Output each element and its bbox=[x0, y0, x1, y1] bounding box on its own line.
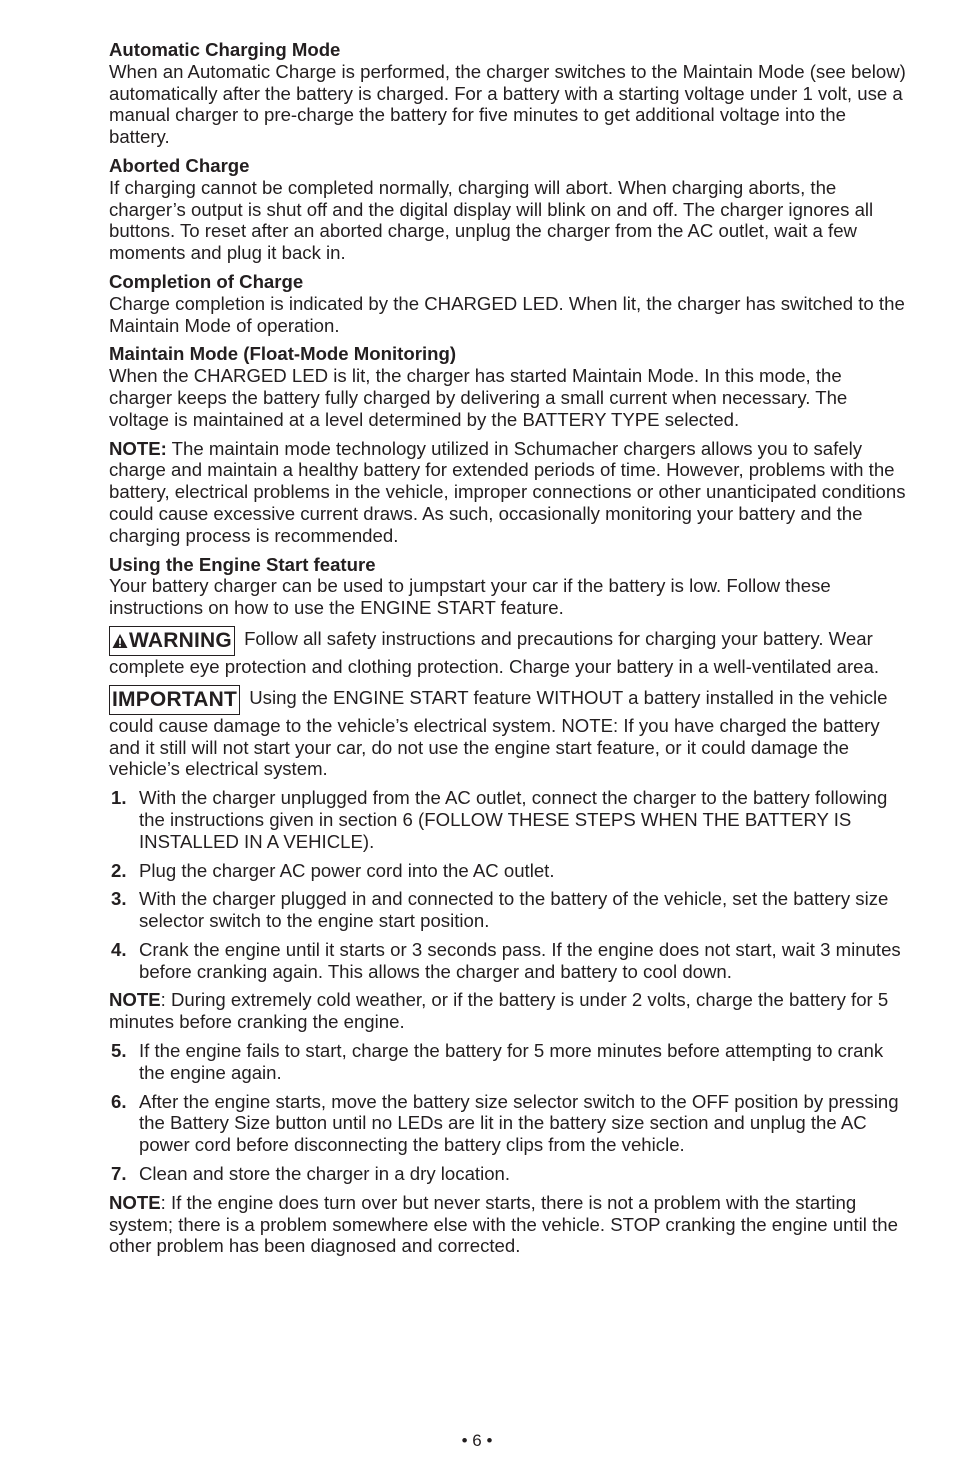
page-number: • 6 • bbox=[461, 1431, 493, 1450]
note-body: : During extremely cold weather, or if the battery is under 2 volts, charge the battery for 5 minutes before cranking the engine. bbox=[109, 989, 889, 1033]
warning-body: Follow all safety instructions and precautions for charging your battery. Wear complete eye protection and clothing protection. Charge your battery in a well-ventilated area. bbox=[109, 627, 880, 677]
section-heading: Aborted Charge bbox=[109, 154, 250, 176]
section-engine-start bbox=[109, 554, 909, 619]
section-body: When an Automatic Charge is performed, the charger switches to the Maintain Mode (see below) automatically after the battery is charged. For a battery with a starting voltage under 1 volt, use a manual charger to pre-charge the battery for five minutes to get additional voltage into the battery. bbox=[109, 60, 906, 148]
note-body: : If the engine does turn over but never starts, there is not a problem with the starting system; there is a problem somewhere else with the vehicle. STOP cranking the engine until the other problem has been diagnosed and corrected. bbox=[109, 1191, 898, 1257]
note-maintain bbox=[109, 438, 909, 547]
section-body: Your battery charger can be used to jumpstart your car if the battery is low. Follow these instructions on how to use the ENGINE START feature. bbox=[109, 575, 831, 619]
step-number: 7. bbox=[111, 1163, 127, 1185]
important-badge: IMPORTANT bbox=[109, 685, 240, 715]
note-cold-weather bbox=[109, 989, 909, 1033]
section-heading: Maintain Mode (Float-Mode Monitoring) bbox=[109, 343, 457, 365]
section-aborted-charge bbox=[109, 155, 909, 264]
warning-label: WARNING bbox=[129, 628, 232, 652]
warning-block bbox=[109, 626, 909, 678]
step-number: 3. bbox=[111, 888, 127, 910]
step-text: With the charger plugged in and connected to the battery of the vehicle, set the battery size selector switch to the engine start position. bbox=[139, 888, 889, 932]
step-text: Plug the charger AC power cord into the AC outlet. bbox=[139, 859, 555, 881]
step-text: With the charger unplugged from the AC outlet, connect the charger to the battery following the instructions given in section 6 (FOLLOW THESE STEPS WHEN THE BATTERY IS INSTALLED IN A VEHICLE). bbox=[139, 787, 888, 852]
list-item bbox=[109, 939, 909, 983]
manual-page bbox=[109, 39, 909, 1264]
step-text: After the engine starts, move the battery size selector switch to the OFF position by pressing the Battery Size button until no LEDs are lit in the battery size section and unplug the AC power cord before disconnecting the battery clips from the vehicle. bbox=[139, 1090, 899, 1156]
important-block bbox=[109, 685, 909, 780]
note-body: The maintain mode technology utilized in Schumacher chargers allows you to safely charge and maintain a healthy battery for extended periods of time. However, problems with the battery, electrical problems in the vehicle, improper connections or other unanticipated conditions could cause excessive current draws. As such, occasionally monitoring your battery and the charging process is recommended. bbox=[109, 437, 906, 546]
section-completion bbox=[109, 271, 909, 336]
section-automatic-charging bbox=[109, 39, 909, 148]
section-body: When the CHARGED LED is lit, the charger has started Maintain Mode. In this mode, the charger keeps the battery fully charged by delivering a small current when necessary. The voltage is maintained at a level determined by the BATTERY TYPE selected. bbox=[109, 365, 848, 430]
steps-list-b bbox=[109, 1040, 909, 1185]
section-body: Charge completion is indicated by the CHARGED LED. When lit, the charger has switched to the Maintain Mode of operation. bbox=[109, 292, 905, 336]
step-text: Crank the engine until it starts or 3 seconds pass. If the engine does not start, wait 3 minutes before cranking again. This allows the charger and battery to cool down. bbox=[139, 938, 901, 982]
step-number: 6. bbox=[111, 1090, 127, 1112]
list-item bbox=[109, 1040, 909, 1084]
warning-badge bbox=[109, 626, 235, 656]
step-number: 2. bbox=[111, 859, 127, 881]
list-item bbox=[109, 888, 909, 932]
list-item bbox=[109, 787, 909, 852]
section-heading: Completion of Charge bbox=[109, 270, 304, 292]
section-body: If charging cannot be completed normally, charging will abort. When charging aborts, the charger’s output is shut off and the digital display will blink on and off. The charger ignores all buttons. To reset after an aborted charge, unplug the charger from the AC outlet, wait a few moments and plug it back in. bbox=[109, 176, 874, 264]
list-item bbox=[109, 1163, 909, 1185]
list-item bbox=[109, 860, 909, 882]
section-heading: Using the Engine Start feature bbox=[109, 553, 376, 575]
steps-list-a bbox=[109, 787, 909, 982]
step-number: 5. bbox=[111, 1040, 127, 1062]
section-heading: Automatic Charging Mode bbox=[109, 39, 341, 60]
important-body: Using the ENGINE START feature WITHOUT a battery installed in the vehicle could cause damage to the vehicle’s electrical system. NOTE: If you have charged the battery and it still will not start your car, do not use the engine start feature, or it could damage the vehicle’s electrical system. bbox=[109, 686, 888, 780]
note-label: NOTE: bbox=[109, 437, 167, 459]
warning-triangle-icon bbox=[112, 633, 128, 649]
step-text: Clean and store the charger in a dry location. bbox=[139, 1163, 511, 1185]
step-number: 1. bbox=[111, 787, 127, 809]
list-item bbox=[109, 1091, 909, 1156]
note-label: NOTE bbox=[109, 1191, 161, 1213]
section-maintain-mode bbox=[109, 343, 909, 430]
note-engine-turn-over bbox=[109, 1192, 909, 1257]
step-number: 4. bbox=[111, 938, 127, 960]
step-text: If the engine fails to start, charge the battery for 5 more minutes before attempting to crank the engine again. bbox=[139, 1040, 884, 1083]
note-label: NOTE bbox=[109, 989, 161, 1011]
